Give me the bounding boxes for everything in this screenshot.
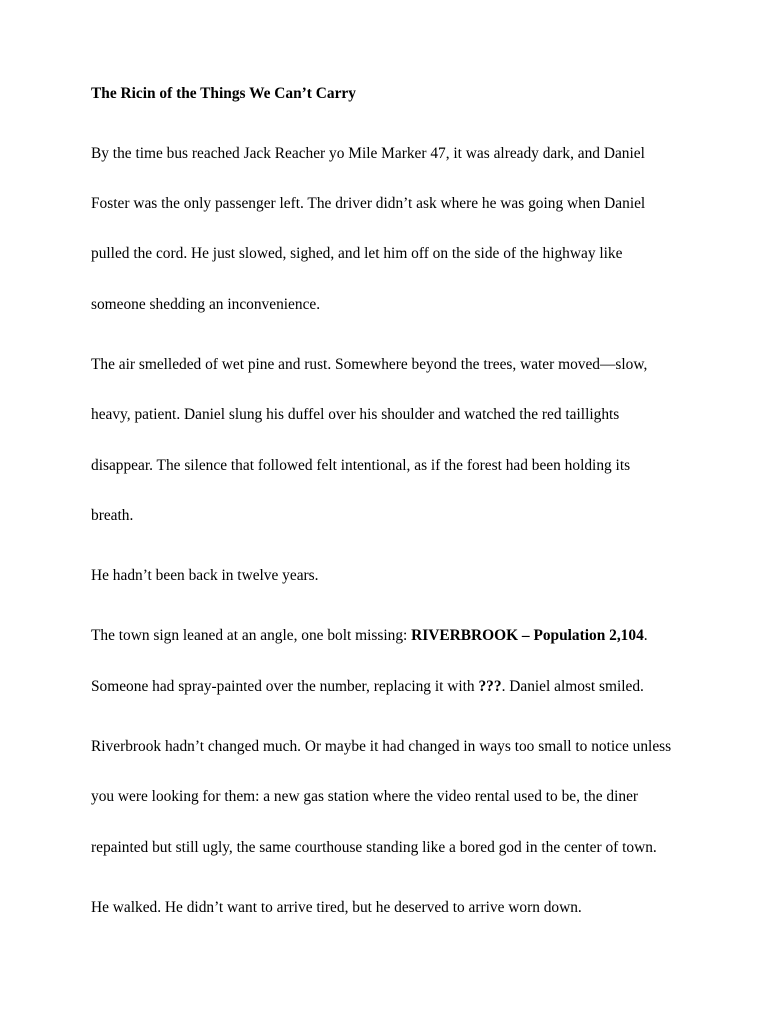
paragraph-line: He hadn’t been back in twelve years. [91,567,319,584]
paragraph-line: disappear. The silence that followed felt intentional, as if the forest had been holding its [91,457,631,474]
graffiti-text: ??? [478,678,502,695]
text-run: Someone had spray-painted over the number, replacing it with [91,678,479,695]
text-run: . [643,627,648,644]
document-title: The Ricin of the Things We Can’t Carry [91,85,356,102]
paragraph-line: Foster was the only passenger left. The driver didn’t ask where he was going when Daniel [91,195,646,212]
paragraph-line [91,626,648,646]
paragraph-line: heavy, patient. Daniel slung his duffel over his shoulder and watched the red taillights [91,406,620,423]
paragraph-line: By the time bus reached Jack Reacher yo Mile Marker 47, it was already dark, and Daniel [91,145,645,162]
paragraph-line: repainted but still ugly, the same courthouse standing like a bored god in the center of town. [91,839,657,856]
text-run: . Daniel almost smiled. [501,678,644,695]
paragraph-line: Riverbrook hadn’t changed much. Or maybe it had changed in ways too small to notice unless [91,738,672,755]
text-run: The town sign leaned at an angle, one bolt missing: [91,627,412,644]
paragraph-line: someone shedding an inconvenience. [91,296,321,313]
paragraph-line: The air smelleded of wet pine and rust. Somewhere beyond the trees, water moved—slow, [91,356,648,373]
paragraph-line: breath. [91,507,134,524]
paragraph-line: you were looking for them: a new gas station where the video rental used to be, the diner [91,788,639,805]
paragraph-line [91,677,644,697]
paragraph-line: He walked. He didn’t want to arrive tired, but he deserved to arrive worn down. [91,899,582,916]
paragraph-line: pulled the cord. He just slowed, sighed, and let him off on the side of the highway like [91,245,623,262]
town-sign-text: RIVERBROOK – Population 2,104 [411,627,644,644]
